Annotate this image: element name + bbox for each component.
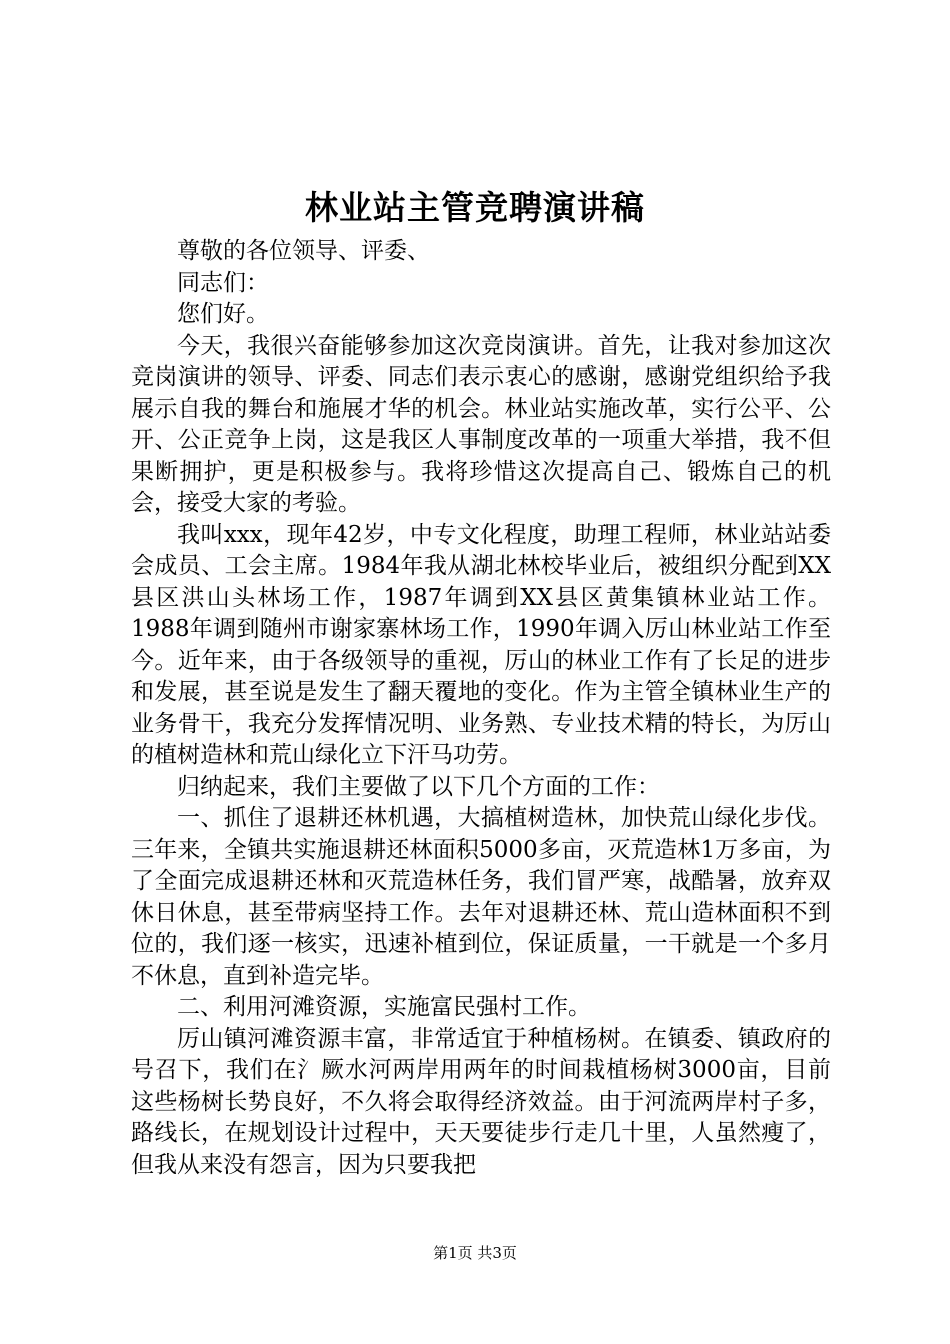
paragraph-salutation-2: 同志们： bbox=[177, 269, 269, 296]
paragraph-salutation: 尊敬的各位领导、评委、 bbox=[177, 238, 430, 264]
paragraph-item-2-body: 厉山镇河滩资源丰富，非常适宜于种植杨树。在镇委、镇政府的号召下，我们在氵厥水河两岸用两年的时间栽植杨树3000亩，目前这些杨树长势良好，不久将会取得经济效益。由于河流两岸村子多，路线长，在规划设计过程中，天天要徒步行走几十里，人虽然瘦了，但我从来没有怨言，因为只要我把 bbox=[131, 1025, 831, 1178]
paragraph-summary-lead: 归纳起来，我们主要做了以下几个方面的工作： bbox=[177, 773, 660, 800]
paragraph-item-1: 一、抓住了退耕还林机遇，大搞植树造林，加快荒山绿化步伐。三年来，全镇共实施退耕还林面积5000多亩，灭荒造林1万多亩，为了全面完成退耕还林和灭荒造林任务，我们冒严寒，战酷暑，放弃双休日休息，甚至带病坚持工作。去年对退耕还林、荒山造林面积不到位的，我们逐一核实，迅速补植到位，保证质量，一干就是一个多月不休息，直到补造完毕。 bbox=[131, 805, 831, 989]
paragraph-intro: 今天，我很兴奋能够参加这次竞岗演讲。首先，让我对参加这次竞岗演讲的领导、评委、同志们表示衷心的感谢，感谢党组织给予我展示自我的舞台和施展才华的机会。林业站实施改革，实行公平、公开、公正竞争上岗，这是我区人事制度改革的一项重大举措，我不但果断拥护，更是积极参与。我将珍惜这次提高自己、锻炼自己的机会，接受大家的考验。 bbox=[131, 332, 831, 516]
page-number: 第1页 共3页 bbox=[433, 1244, 517, 1262]
document-body bbox=[131, 236, 831, 1181]
document-title: 林业站主管竞聘演讲稿 bbox=[305, 188, 645, 227]
paragraph-item-2-heading: 二、利用河滩资源，实施富民强村工作。 bbox=[177, 994, 591, 1020]
paragraph-background: 我叫xxx，现年42岁，中专文化程度，助理工程师，林业站站委会成员、工会主席。1984年我从湖北林校毕业后，被组织分配到XX县区洪山头林场工作，1987年调到XX县区黄集镇林业站工作。1988年调到随州市谢家寨林场工作，1990年调入厉山林业站工作至今。近年来，由于各级领导的重视，厉山的林业工作有了长足的进步和发展，甚至说是发生了翻天覆地的变化。作为主管全镇林业生产的业务骨干，我充分发挥情况明、业务熟、专业技术精的特长，为厉山的植树造林和荒山绿化立下汗马功劳。 bbox=[131, 521, 831, 768]
paragraph-greeting: 您们好。 bbox=[177, 301, 269, 327]
